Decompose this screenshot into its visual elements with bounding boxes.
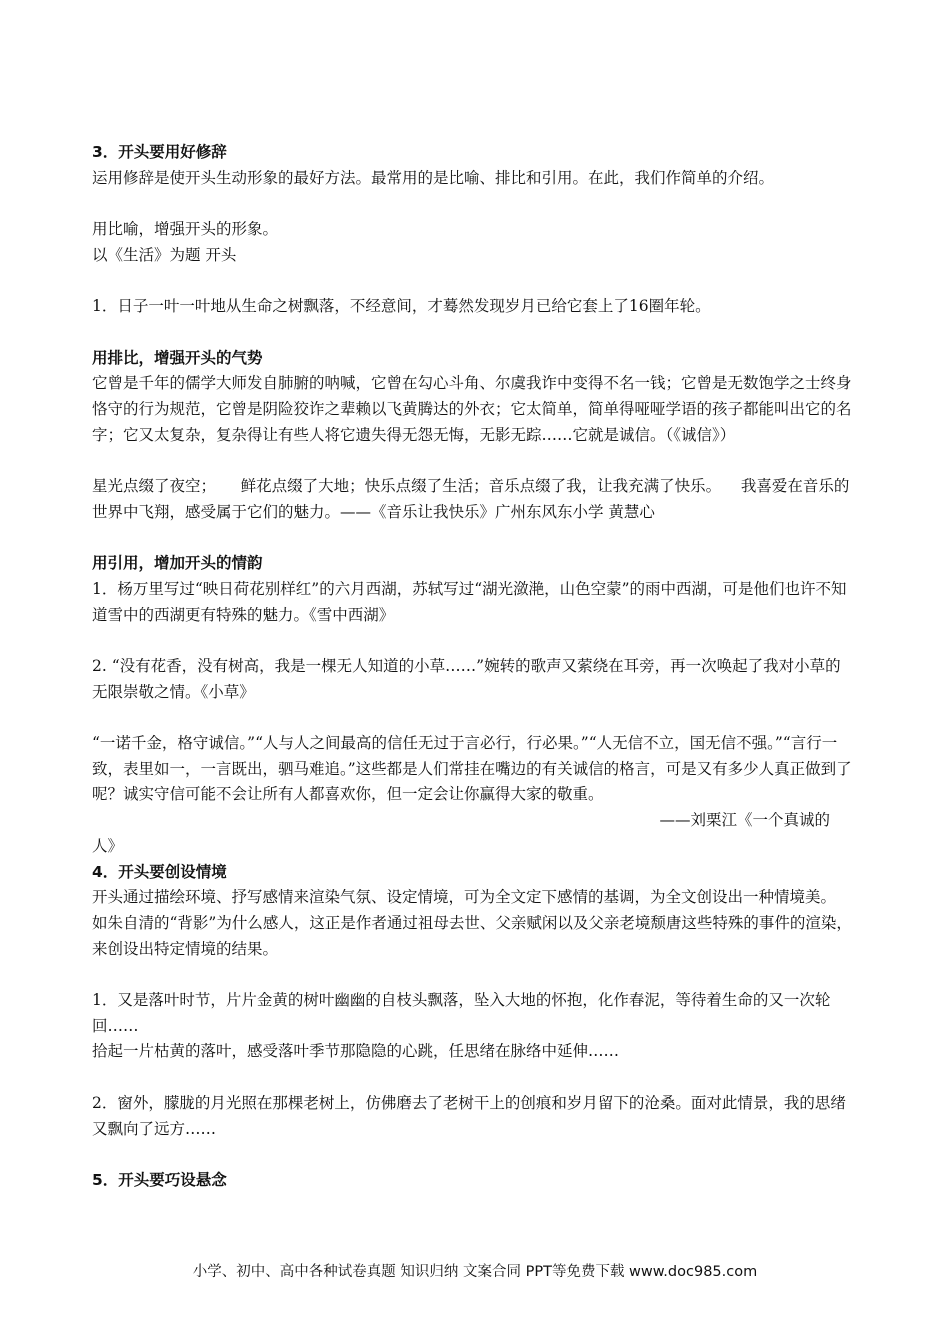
quote-example-2: 2. “没有花香，没有树高，我是一棵无人知道的小草……”婉转的歌声又萦绕在耳旁，再一次唤起了我对小草的无限崇敬之情。《小草》: [92, 656, 841, 701]
section-4-example-1a: 1．又是落叶时节，片片金黄的树叶幽幽的自枝头飘落，坠入大地的怀抱，化作春泥，等待着生命的又一次轮回……: [92, 991, 831, 1035]
footer-banner: 小学、初中、高中各种试卷真题 知识归纳 文案合同 PPT等免费下载 www.doc985.com: [192, 1264, 758, 1280]
section-4-intro-2: 如朱自清的“背影”为什么感人，这正是作者通过祖母去世、父亲赋闲以及父亲老境颓唐这些特殊的事件的渲染，来创设出特定情境的结果。: [92, 913, 852, 958]
section-4-intro-1: 开头通过描绘环境、抒写感情来渲染气氛、设定情境，可为全文定下感情的基调，为全文创设出一种情境美。: [92, 888, 837, 907]
section-4-title: 4．开头要创设情境: [92, 862, 227, 881]
metaphor-example-1: 1．日子一叶一叶地从生命之树飘落，不经意间，才蓦然发现岁月已给它套上了16圈年轮。: [92, 297, 711, 316]
parallel-example-2: 星光点缀了夜空； 鲜花点缀了大地；快乐点缀了生活；音乐点缀了我，让我充满了快乐。 我喜爱在音乐的世界中飞翔，感受属于它们的魅力。——《音乐让我快乐》广州东风东小学 黄慧心: [92, 477, 850, 521]
section-4-example-1b: 拾起一片枯黄的落叶，感受落叶季节那隐隐的心跳，任思绪在脉络中延伸……: [92, 1042, 620, 1061]
parallel-title: 用排比，增强开头的气势: [92, 348, 263, 367]
section-3-title: 3．开头要用好修辞: [92, 143, 227, 161]
metaphor-subtitle: 以《生活》为题 开头: [92, 245, 237, 264]
metaphor-title: 用比喻，增强开头的形象。: [92, 220, 279, 239]
quote-example-3: “一诺千金，格守诚信。”“人与人之间最高的信任无过于言必行，行必果。”“人无信不立，国无信不强。”“言行一致，表里如一，一言既出，驷马难追。”这些都是人们常挂在嘴边的有关诚信的格言，可是又有多少人真正做到了呢？诚实守信可能不会让所有人都喜欢你，但一定会让你赢得大家的敬重。: [92, 734, 852, 804]
document-body: [92, 140, 856, 1194]
section-4-example-2: 2．窗外，朦胧的月光照在那棵老树上，仿佛磨去了老树干上的创痕和岁月留下的沧桑。面对此情景，我的思绪又飘向了远方……: [92, 1093, 846, 1138]
quote-example-1: 1．杨万里写过“映日荷花别样红”的六月西湖，苏轼写过“湖光潋滟，山色空蒙”的雨中西湖，可是他们也许不知道雪中的西湖更有特殊的魅力。《雪中西湖》: [92, 579, 847, 624]
section-3-intro: 运用修辞是使开头生动形象的最好方法。最常用的是比喻、排比和引用。在此，我们作简单的介绍。: [92, 168, 775, 187]
quote-example-3-source: ——刘栗江《一个真诚的: [659, 811, 830, 830]
parallel-example-1: 它曾是千年的儒学大师发自肺腑的呐喊，它曾在勾心斗角、尔虞我诈中变得不名一钱；它曾是无数饱学之士终身恪守的行为规范，它曾是阴险狡诈之辈赖以飞黄腾达的外衣；它太简单，简单得哑哑学语的孩子都能叫出它的名字；它又太复杂，复杂得让有些人将它遗失得无怨无悔，无影无踪……它就是诚信。（《诚信》）: [92, 374, 852, 444]
quote-example-3-source-end: 人》: [92, 836, 124, 855]
quote-title: 用引用，增加开头的情韵: [92, 554, 263, 573]
section-5-title: 5．开头要巧设悬念: [92, 1170, 227, 1189]
